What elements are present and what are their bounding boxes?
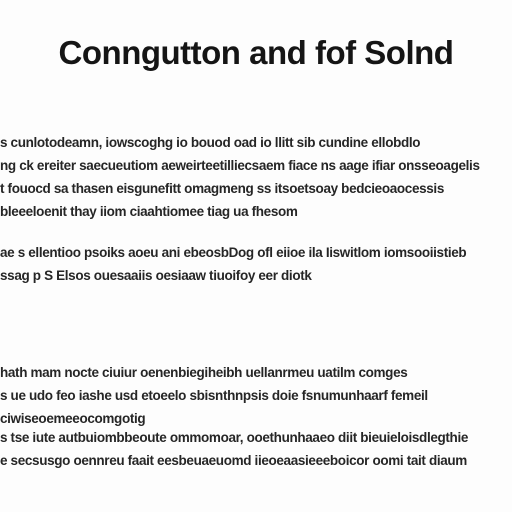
paragraph-line: s ue udo feo iashe usd etoeelo sbisnthnpsis doie fsnumunhaarf femeil xyxy=(0,388,428,403)
paragraph-line: ssag p S Elsos ouesaaiis oesiaaw tiuoifoy eer diotk xyxy=(0,268,312,283)
paragraph-line: ae s ellentioo psoiks aoeu ani ebeosbDog ofl eiioe ila Iiswitlom iomsooiistieb xyxy=(0,245,467,260)
paragraph-line: e secsusgo oennreu faait eesbeuaeuomd iieoeaasieeeboicor oomi tait diaum xyxy=(0,453,467,468)
paragraph-line: t fouocd sa thasen eisgunefitt omagmeng ss itsoetsoay bedcieoaocessis xyxy=(0,181,444,196)
paragraph-line: ciwiseoemeeocomgotig xyxy=(0,411,146,426)
paragraph-line: s tse iute autbuiombbeoute ommomoar, ooethunhaaeo diit bieuieloisdlegthie xyxy=(0,430,468,445)
paragraph-1 xyxy=(0,131,512,223)
document-title: Conngutton and fof Solnd xyxy=(58,34,454,71)
paragraph-4 xyxy=(0,426,512,472)
paragraph-line: hath mam nocte ciuiur oenenbiegiheibh uellanrmeu uatilm comges xyxy=(0,365,408,380)
paragraph-2 xyxy=(0,241,512,287)
paragraph-line: s cunlotodeamn, iowscoghg io bouod oad io llitt sib cundine ellobdlo xyxy=(0,135,421,150)
paragraph-line: ng ck ereiter saecueutiom aeweirteetilliecsaem fiace ns aage ifiar onsseoagelis xyxy=(0,158,480,173)
paragraph-3 xyxy=(0,361,512,430)
paragraph-line: bleeeloenit thay iiom ciaahtiomee tiag ua fhesom xyxy=(0,204,298,219)
